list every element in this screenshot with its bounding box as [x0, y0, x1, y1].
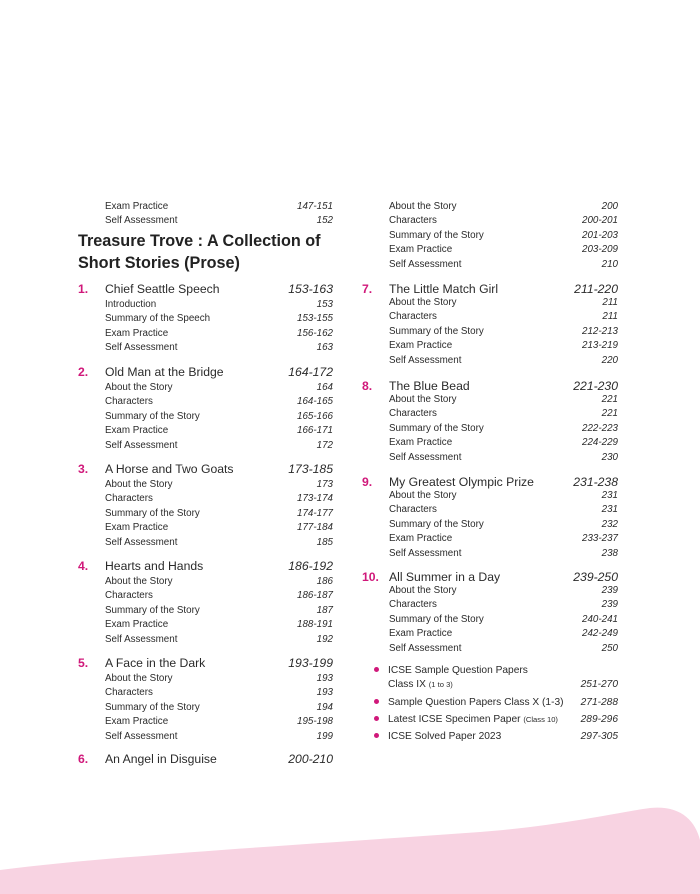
entry-label: Exam Practice — [389, 628, 453, 640]
entry-label: About the Story — [105, 479, 173, 490]
entry-pages: 232 — [601, 518, 618, 530]
chapter-number: 3. — [78, 462, 89, 476]
entry-label: Summary of the Story — [105, 410, 200, 422]
toc-entry — [362, 598, 618, 612]
toc-entry — [362, 243, 618, 257]
entry-pages: 239 — [601, 599, 618, 611]
toc-entry — [362, 258, 618, 272]
entry-pages: 177-184 — [297, 522, 333, 534]
toc-entry — [362, 422, 618, 436]
entry-pages: 220 — [601, 354, 618, 366]
entry-pages: 186-187 — [297, 590, 333, 602]
chapter-pages: 221-230 — [573, 379, 618, 393]
paper-label-text: Class IX — [388, 679, 426, 690]
chapter-number: 2. — [78, 365, 89, 379]
entry-label: Exam Practice — [389, 244, 453, 256]
toc-entry — [78, 200, 333, 214]
toc-entry — [78, 589, 333, 603]
toc-entry — [362, 436, 618, 450]
toc-entry — [78, 424, 333, 438]
entry-pages: 172 — [316, 439, 333, 451]
entry-pages: 231 — [601, 490, 618, 501]
section-heading — [78, 230, 348, 274]
entry-pages: 195-198 — [297, 716, 333, 728]
entry-label: Self Assessment — [389, 451, 462, 463]
entry-pages: 147-151 — [297, 201, 333, 212]
chapter-heading — [78, 751, 333, 767]
chapter-heading — [362, 474, 618, 490]
entry-pages: 213-219 — [582, 340, 618, 352]
toc-entry — [78, 298, 333, 312]
chapter-pages: 193-199 — [288, 656, 333, 670]
paper-label-text: Latest ICSE Specimen Paper — [388, 714, 521, 725]
entry-label: Introduction — [105, 299, 157, 310]
toc-entry — [362, 214, 618, 228]
entry-pages: 186 — [316, 576, 333, 587]
entry-label: Summary of the Story — [389, 613, 484, 625]
entry-pages: 185 — [316, 536, 333, 548]
chapter-title: A Horse and Two Goats — [105, 462, 234, 476]
chapter-heading — [362, 378, 618, 394]
toc-entry — [78, 633, 333, 647]
entry-pages: 192 — [316, 633, 333, 645]
chapter-title: The Little Match Girl — [389, 282, 499, 296]
entry-label: Characters — [105, 687, 153, 699]
paper-note: (Class 10) — [523, 715, 558, 724]
entry-label: About the Story — [389, 297, 457, 308]
entry-label: About the Story — [389, 201, 457, 212]
toc-entry — [362, 200, 618, 214]
section-heading-line2: Short Stories (Prose) — [78, 254, 240, 272]
paper-label — [388, 696, 564, 710]
entry-pages: 230 — [601, 451, 618, 463]
entry-pages: 250 — [601, 642, 618, 654]
entry-pages: 211 — [602, 311, 618, 323]
chapter-title: A Face in the Dark — [105, 656, 206, 670]
entry-pages: 165-166 — [297, 410, 333, 422]
toc-entry — [362, 642, 618, 656]
toc-entry — [362, 354, 618, 368]
chapter-number: 7. — [362, 282, 373, 296]
paper-label — [388, 713, 558, 727]
entry-label: Summary of the Speech — [105, 313, 211, 325]
entry-label: Exam Practice — [389, 340, 453, 352]
entry-pages: 164 — [316, 382, 333, 393]
chapter-number: 5. — [78, 656, 89, 670]
entry-pages: 212-213 — [582, 325, 618, 337]
chapter-heading — [362, 569, 618, 585]
entry-pages: 187 — [316, 604, 333, 616]
chapter-number: 6. — [78, 752, 89, 766]
toc-entry — [78, 439, 333, 453]
entry-label: Self Assessment — [389, 258, 462, 270]
toc-entry — [362, 613, 618, 627]
toc-entry — [362, 296, 618, 310]
chapter-number: 1. — [78, 282, 89, 296]
paper-label-text: ICSE Solved Paper 2023 — [388, 731, 502, 742]
chapter-pages: 211-220 — [574, 282, 618, 296]
entry-label: Characters — [389, 408, 437, 420]
entry-label: Self Assessment — [389, 354, 462, 366]
chapter-heading — [78, 461, 333, 477]
entry-label: Self Assessment — [105, 439, 178, 451]
chapter-title: An Angel in Disguise — [105, 752, 217, 766]
toc-entry — [78, 395, 333, 409]
toc-entry — [362, 503, 618, 517]
entry-label: Self Assessment — [389, 547, 462, 559]
entry-pages: 188-191 — [297, 619, 333, 631]
toc-entry — [78, 381, 333, 395]
toc-entry — [78, 536, 333, 550]
toc-entry — [78, 312, 333, 326]
entry-pages: 231 — [601, 504, 618, 516]
toc-entry — [78, 575, 333, 589]
chapter-title: Chief Seattle Speech — [105, 282, 220, 296]
chapter-number: 4. — [78, 559, 89, 573]
entry-label: Characters — [105, 396, 153, 408]
entry-pages: 163 — [316, 342, 333, 354]
toc-entry — [78, 730, 333, 744]
chapter-pages: 164-172 — [288, 365, 333, 379]
toc-entry — [78, 715, 333, 729]
entry-pages: 193 — [316, 673, 333, 684]
toc-entry — [78, 701, 333, 715]
entry-label: Characters — [389, 504, 437, 516]
paper-label — [388, 664, 528, 692]
chapter-pages: 186-192 — [288, 559, 333, 573]
chapter-title: Old Man at the Bridge — [105, 365, 224, 379]
chapter-heading — [78, 364, 333, 380]
entry-label: Characters — [389, 215, 437, 227]
entry-pages: 238 — [601, 547, 618, 559]
paper-label — [388, 730, 501, 744]
entry-label: Exam Practice — [105, 425, 169, 437]
toc-entry — [362, 451, 618, 465]
bullet-icon — [374, 716, 379, 721]
entry-pages: 221 — [601, 408, 618, 420]
entry-label: Self Assessment — [105, 215, 178, 226]
chapter-pages: 153-163 — [288, 282, 333, 296]
toc-entry — [362, 547, 618, 561]
toc-entry — [78, 478, 333, 492]
entry-label: Summary of the Story — [105, 701, 200, 713]
section-heading-line1: Treasure Trove : A Collection of — [78, 232, 321, 250]
entry-label: Self Assessment — [105, 342, 178, 354]
toc-entry — [362, 407, 618, 421]
entry-label: Self Assessment — [105, 730, 178, 742]
entry-pages: 224-229 — [582, 437, 618, 449]
entry-pages: 200-201 — [582, 215, 618, 227]
toc-entry — [78, 410, 333, 424]
chapter-pages: 200-210 — [288, 752, 333, 766]
entry-pages: 210 — [601, 258, 618, 270]
entry-label: Summary of the Story — [389, 229, 484, 241]
chapter-pages: 231-238 — [573, 475, 618, 489]
entry-pages: 152 — [316, 215, 333, 226]
toc-entry — [78, 327, 333, 341]
entry-pages: 166-171 — [297, 425, 333, 437]
toc-entry — [362, 393, 618, 407]
toc-entry — [78, 618, 333, 632]
entry-label: Summary of the Story — [389, 325, 484, 337]
entry-label: About the Story — [105, 673, 173, 684]
chapter-heading — [78, 281, 333, 297]
chapter-title: Hearts and Hands — [105, 559, 204, 573]
entry-pages: 174-177 — [297, 507, 333, 519]
toc-entry — [78, 492, 333, 506]
toc-entry — [362, 310, 618, 324]
toc-entry — [78, 604, 333, 618]
entry-pages: 221 — [601, 394, 618, 405]
entry-label: Characters — [105, 590, 153, 602]
entry-pages: 200 — [601, 201, 618, 212]
entry-pages: 242-249 — [582, 628, 618, 640]
entry-label: Exam Practice — [105, 522, 169, 534]
toc-entry — [362, 627, 618, 641]
entry-pages: 199 — [316, 730, 333, 742]
entry-label: About the Story — [105, 382, 173, 393]
entry-pages: 153 — [316, 299, 333, 310]
entry-label: Exam Practice — [389, 533, 453, 545]
entry-pages: 193 — [316, 687, 333, 699]
chapter-heading — [362, 281, 618, 297]
paper-label-text: ICSE Sample Question Papers — [388, 665, 528, 676]
bullet-icon — [374, 733, 379, 738]
entry-label: Characters — [105, 493, 153, 505]
entry-pages: 239 — [601, 585, 618, 596]
entry-label: Summary of the Story — [389, 422, 484, 434]
entry-label: Self Assessment — [105, 536, 178, 548]
chapter-heading — [78, 655, 333, 671]
entry-label: Self Assessment — [105, 633, 178, 645]
paper-pages: 251-270 — [580, 679, 618, 690]
entry-label: About the Story — [389, 394, 457, 405]
entry-label: Summary of the Story — [105, 604, 200, 616]
entry-label: Exam Practice — [105, 327, 169, 339]
toc-entry — [362, 584, 618, 598]
entry-pages: 240-241 — [582, 613, 618, 625]
entry-label: Summary of the Story — [389, 518, 484, 530]
toc-entry — [78, 341, 333, 355]
toc-entry — [362, 489, 618, 503]
toc-entry — [78, 507, 333, 521]
entry-pages: 194 — [316, 701, 333, 713]
entry-label: Exam Practice — [105, 716, 169, 728]
bullet-icon — [374, 699, 379, 704]
toc-entry — [362, 518, 618, 532]
paper-pages: 289-296 — [580, 714, 618, 725]
entry-label: About the Story — [389, 490, 457, 501]
entry-label: About the Story — [105, 576, 173, 587]
chapter-number: 8. — [362, 379, 373, 393]
entry-pages: 211 — [602, 297, 618, 308]
paper-note: (1 to 3) — [428, 680, 453, 689]
paper-pages: 297-305 — [580, 731, 618, 742]
chapter-title: My Greatest Olympic Prize — [389, 475, 534, 489]
toc-entry — [362, 339, 618, 353]
entry-label: Summary of the Story — [105, 507, 200, 519]
entry-label: About the Story — [389, 585, 457, 596]
entry-pages: 164-165 — [297, 396, 333, 408]
paper-label-text: Sample Question Papers Class X (1-3) — [388, 697, 564, 708]
entry-pages: 156-162 — [297, 327, 333, 339]
entry-pages: 201-203 — [582, 229, 618, 241]
toc-entry — [362, 325, 618, 339]
chapter-heading — [78, 558, 333, 574]
entry-pages: 233-237 — [582, 533, 618, 545]
toc-entry — [362, 229, 618, 243]
toc-entry — [78, 214, 333, 228]
chapter-number: 10. — [362, 570, 379, 584]
entry-pages: 173 — [316, 479, 333, 490]
chapter-pages: 173-185 — [288, 462, 333, 476]
entry-label: Characters — [389, 599, 437, 611]
entry-label: Exam Practice — [105, 201, 169, 212]
entry-label: Exam Practice — [105, 619, 169, 631]
chapter-title: The Blue Bead — [389, 379, 470, 393]
bullet-icon — [374, 667, 379, 672]
entry-pages: 173-174 — [297, 493, 333, 505]
chapter-number: 9. — [362, 475, 373, 489]
chapter-title: All Summer in a Day — [389, 570, 501, 584]
toc-entry — [78, 521, 333, 535]
paper-pages: 271-288 — [580, 697, 618, 708]
entry-pages: 222-223 — [582, 422, 618, 434]
entry-pages: 153-155 — [297, 313, 333, 325]
toc-entry — [362, 532, 618, 546]
entry-label: Exam Practice — [389, 437, 453, 449]
entry-label: Characters — [389, 311, 437, 323]
toc-entry — [78, 686, 333, 700]
chapter-pages: 239-250 — [573, 570, 618, 584]
entry-pages: 203-209 — [582, 244, 618, 256]
toc-entry — [78, 672, 333, 686]
entry-label: Self Assessment — [389, 642, 462, 654]
